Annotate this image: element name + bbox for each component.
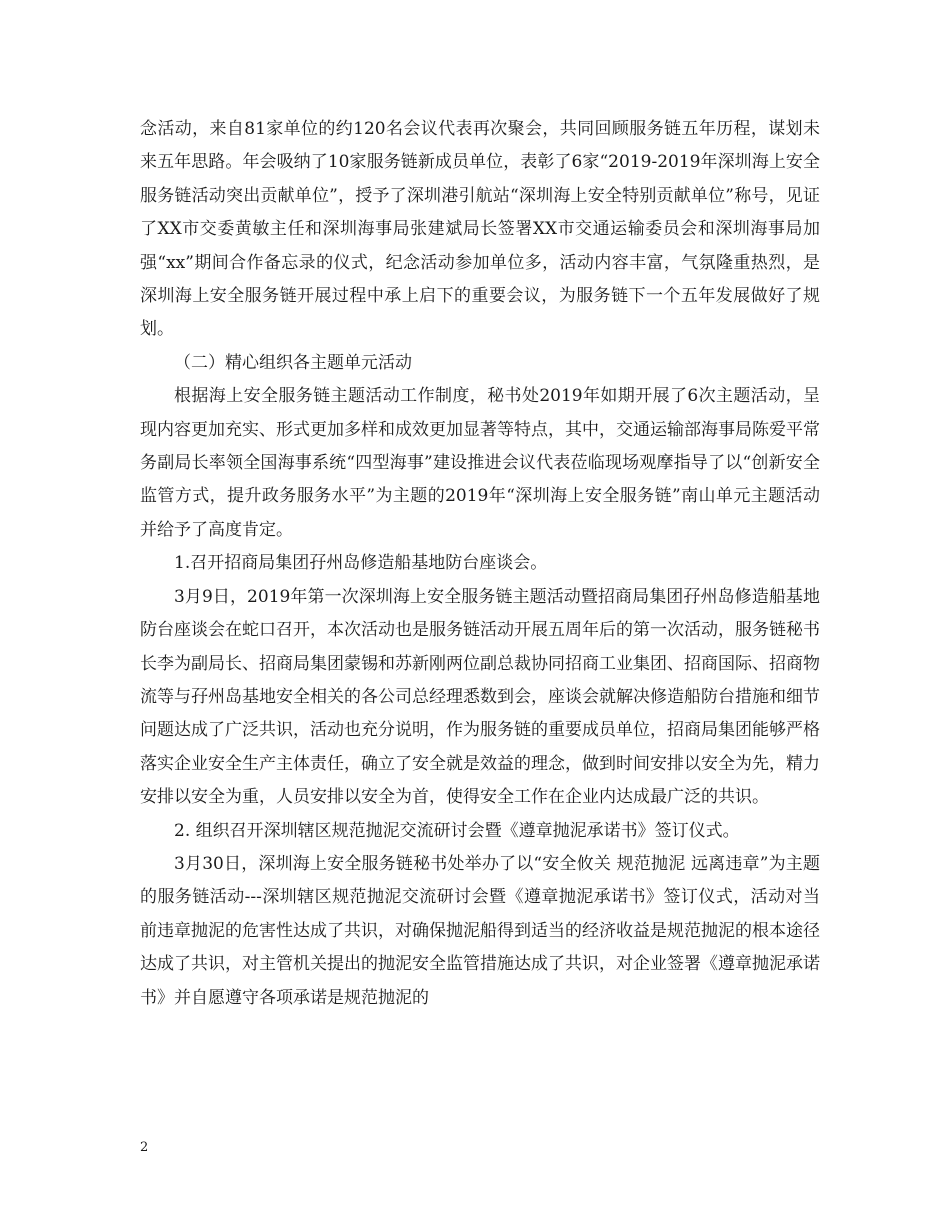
item-heading: 2. 组织召开深圳辖区规范抛泥交流研讨会暨《遵章抛泥承诺书》签订仪式。 <box>174 820 740 841</box>
section-heading: （二）精心组织各主题单元活动 <box>174 352 412 373</box>
item-heading: 1.召开招商局集团孖州岛修造船基地防台座谈会。 <box>174 553 548 574</box>
paragraph: 3月9日，2019年第一次深圳海上安全服务链主题活动暨招商局集团孖州岛修造船基地防台座谈会在蛇口召开，本次活动也是服务链活动开展五周年后的第一次活动，服务链秘书长李为副局长、招商局集团蒙锡和苏新刚两位副总裁协同招商工业集团、招商国际、招商物流等与孖州岛基地安全相关的各公司总经理悉数到会，座谈会就解决修造船防台措施和细节问题达成了广泛共识，活动也充分说明，作为服务链的重要成员单位，招商局集团能够严格落实企业安全生产主体责任，确立了安全就是效益的理念，做到时间安排以安全为先，精力安排以安全为重，人员安排以安全为首，使得安全工作在企业内达成最广泛的共识。 <box>140 586 820 808</box>
paragraph: 3月30日，深圳海上安全服务链秘书处举办了以“安全攸关 规范抛泥 远离违章”为主题的服务链活动---深圳辖区规范抛泥交流研讨会暨《遵章抛泥承诺书》签订仪式，活动对当前违章抛泥的危害性达成了共识，对确保抛泥船得到适当的经济收益是规范抛泥的根本途径达成了共识，对主管机关提出的抛泥安全监管措施达成了共识，对企业签署《遵章抛泥承诺书》并自愿遵守各项承诺是规范抛泥的 <box>140 853 820 1008</box>
page-number: 2 <box>140 1140 149 1155</box>
paragraph: 根据海上安全服务链主题活动工作制度，秘书处2019年如期开展了6次主题活动，呈现内容更加充实、形式更加多样和成效更加显著等特点，其中，交通运输部海事局陈爱平常务副局长率领全国海事系统“四型海事”建设推进会议代表莅临现场观摩指导了以“创新安全监管方式，提升政务服务水平”为主题的2019年“深圳海上安全服务链”南山单元主题活动并给予了高度肯定。 <box>140 386 820 540</box>
paragraph-continuation: 念活动，来自81家单位的约120名会议代表再次聚会，共同回顾服务链五年历程，谋划未来五年思路。年会吸纳了10家服务链新成员单位，表彰了6家“2019-2019年深圳海上安全服务链活动突出贡献单位”，授予了深圳港引航站“深圳海上安全特别贡献单位”称号，见证了XX市交委黄敏主任和深圳海事局张建斌局长签署XX市交通运输委员会和深圳海事局加强“xx”期间合作备忘录的仪式，纪念活动参加单位多，活动内容丰富，气氛隆重热烈，是深圳海上安全服务链开展过程中承上启下的重要会议，为服务链下一个五年发展做好了规划。 <box>140 119 820 340</box>
document-body <box>140 113 820 1015</box>
